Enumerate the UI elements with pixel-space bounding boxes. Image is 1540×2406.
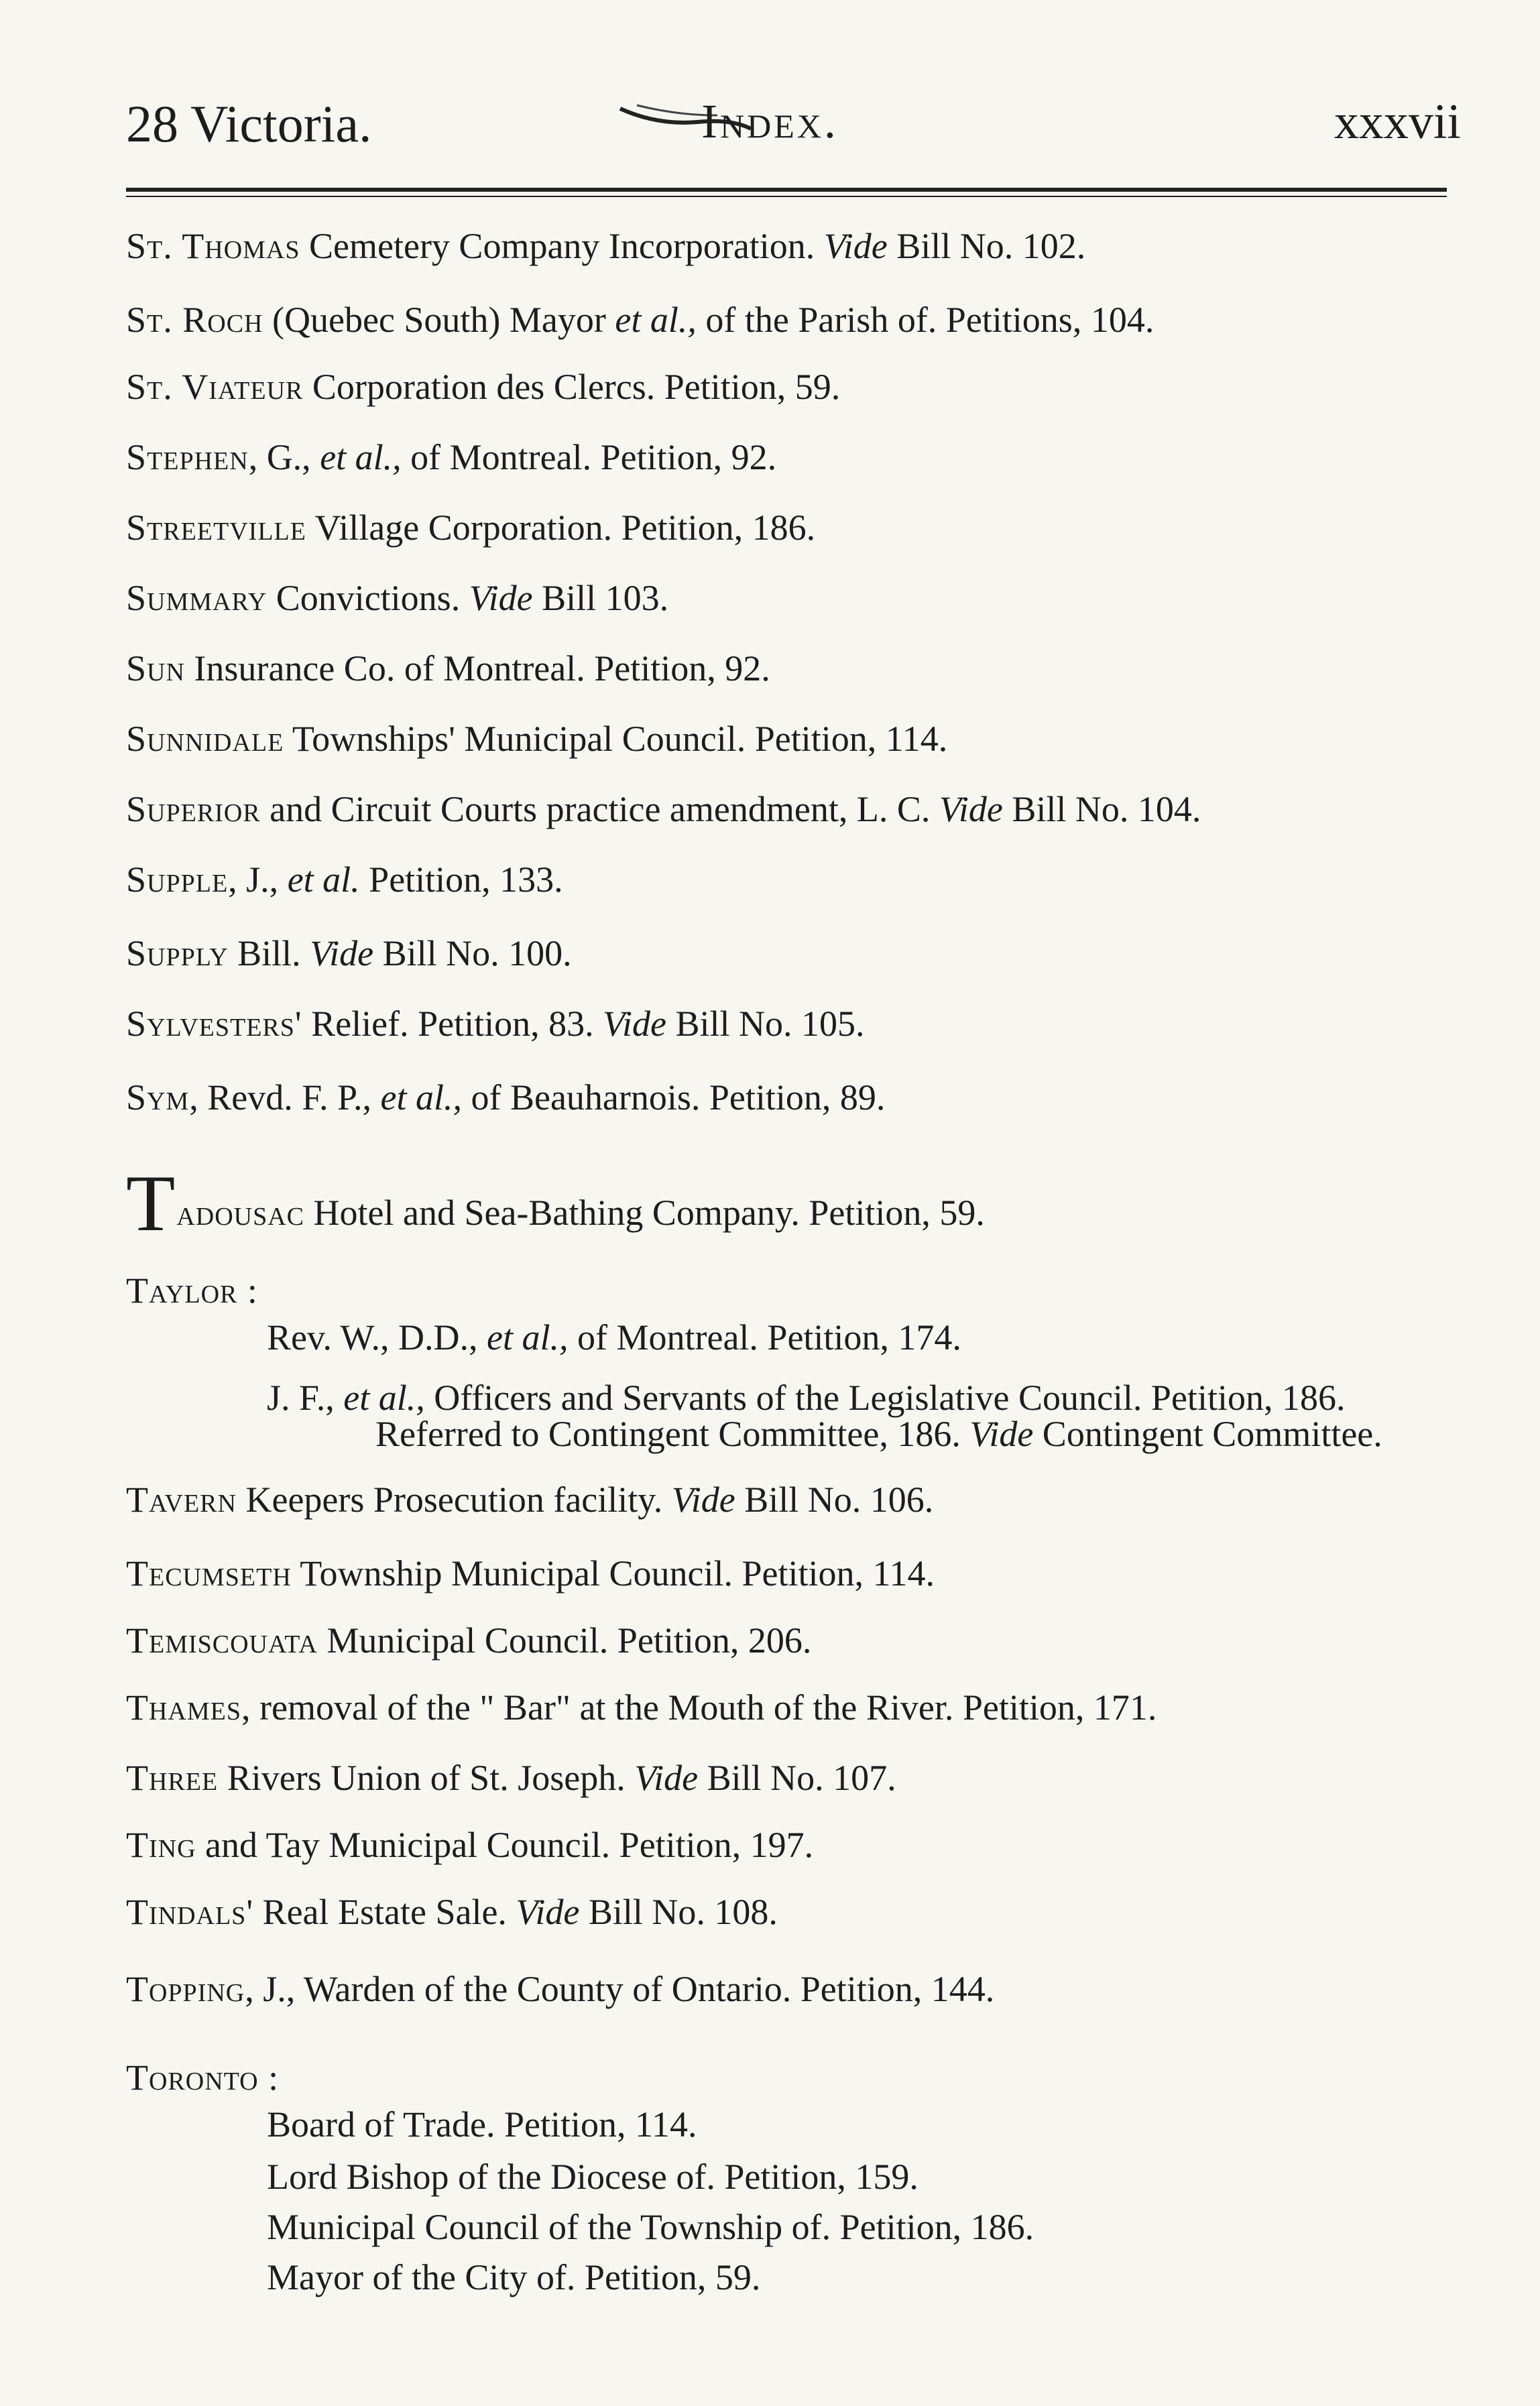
- bill-reference: Bill No. 105.: [666, 1004, 865, 1044]
- page-header: [0, 80, 1540, 154]
- bill-reference: Bill No. 108.: [579, 1892, 778, 1932]
- entry-name: Tindals': [126, 1892, 254, 1932]
- entry-name: Three: [126, 1758, 219, 1798]
- entry-name: Superior: [126, 789, 261, 829]
- index-subentry-continued: Referred to Contingent Committee, 186. Vide Contingent Committee.: [375, 1414, 1382, 1454]
- entry-text: of the Parish of. Petitions, 104.: [696, 300, 1154, 340]
- index-entry: [126, 369, 840, 405]
- entry-text: Insurance Co. of Montreal. Petition, 92.: [184, 648, 770, 688]
- header-rule-thick: [126, 188, 1447, 192]
- index-entry: [126, 1482, 933, 1518]
- entry-italic: et al.,: [320, 437, 402, 477]
- index-entry: [126, 302, 1154, 338]
- entry-text: Keepers Prosecution facility.: [236, 1480, 672, 1520]
- entry-text: Cemetery Company Incorporation.: [300, 226, 824, 266]
- entry-text: , removal of the " Bar" at the Mouth of the River. Petition, 171.: [241, 1687, 1157, 1728]
- index-entry: [126, 1006, 865, 1042]
- entry-text: Corporation des Clercs. Petition, 59.: [303, 367, 841, 407]
- bill-reference: Bill No. 102.: [887, 226, 1086, 266]
- entry-name: Thames: [126, 1687, 242, 1728]
- entry-text: , J.,: [228, 859, 288, 900]
- entry-name: Tavern: [126, 1480, 237, 1520]
- entry-name: Tecumseth: [126, 1553, 292, 1593]
- vide-reference: Vide: [939, 789, 1003, 829]
- entry-text: , J., Warden of the County of Ontario. Petition, 144.: [245, 1969, 995, 2009]
- vide-reference: Vide: [634, 1758, 699, 1798]
- index-entry: [126, 509, 815, 546]
- index-entry: [126, 1689, 1157, 1726]
- page-number: xxxvii: [1334, 95, 1461, 149]
- drop-cap: T: [126, 1158, 176, 1248]
- entry-name: Sunnidale: [126, 719, 284, 759]
- index-entry: [126, 1827, 813, 1863]
- entry-name: Sylvesters': [126, 1004, 302, 1044]
- index-entry: [126, 1894, 778, 1930]
- index-entry: [126, 1971, 994, 2007]
- bill-reference: Bill No. 100.: [373, 933, 572, 973]
- entry-text: Real Estate Sale.: [253, 1892, 516, 1932]
- index-subentry: Mayor of the City of. Petition, 59.: [267, 2257, 761, 2297]
- entry-text: Townships' Municipal Council. Petition, 114.: [284, 719, 948, 759]
- vide-reference: Vide: [603, 1004, 667, 1044]
- entry-text: Municipal Council. Petition, 206.: [317, 1620, 812, 1661]
- entry-name: Temiscouata: [126, 1620, 318, 1661]
- entry-name: adousac: [176, 1193, 305, 1233]
- index-entry-taylor: [126, 1272, 258, 1309]
- entry-text: Rivers Union of St. Joseph.: [218, 1758, 635, 1798]
- index-entry: [126, 1760, 896, 1796]
- entry-name: St. Thomas: [126, 226, 300, 266]
- entry-heading: Taylor :: [126, 1270, 258, 1311]
- bill-reference: Bill No. 107.: [698, 1758, 896, 1798]
- page-title: Index.: [701, 95, 839, 148]
- index-entry: [126, 580, 668, 616]
- index-entry: [126, 1079, 885, 1116]
- index-entry: [126, 935, 572, 971]
- entry-name: Topping: [126, 1969, 245, 2009]
- entry-text: Petition, 133.: [359, 859, 563, 900]
- entry-text: of Montreal. Petition, 92.: [401, 437, 777, 477]
- index-entry: [126, 721, 947, 757]
- bill-reference: Bill No. 106.: [735, 1480, 934, 1520]
- entry-text: Township Municipal Council. Petition, 114.: [291, 1553, 935, 1593]
- entry-name: Sym: [126, 1077, 190, 1118]
- vide-reference: Vide: [671, 1480, 735, 1520]
- entry-text: of Beauharnois. Petition, 89.: [462, 1077, 886, 1118]
- index-entry-toronto: [126, 2059, 279, 2096]
- index-entry: [126, 650, 770, 686]
- entry-text: Hotel and Sea-Bathing Company. Petition, 59.: [304, 1193, 985, 1233]
- entry-italic: et al.: [287, 859, 360, 900]
- index-entry: [126, 791, 1201, 827]
- entry-text: Bill.: [228, 933, 310, 973]
- vide-reference: Vide: [310, 933, 374, 973]
- entry-text: Convictions.: [267, 578, 469, 618]
- index-subentry: Lord Bishop of the Diocese of. Petition, 159.: [267, 2157, 919, 2197]
- bill-reference: Bill No. 104.: [1002, 789, 1201, 829]
- index-entry-tadousac: [126, 1158, 985, 1248]
- header-rule-thin: [126, 196, 1447, 197]
- vide-reference: Vide: [823, 226, 888, 266]
- index-entry: [126, 1555, 935, 1591]
- entry-italic: et al.,: [380, 1077, 462, 1118]
- entry-name: Supple: [126, 859, 229, 900]
- index-subentry: Board of Trade. Petition, 114.: [267, 2104, 697, 2145]
- entry-text: , G.,: [248, 437, 320, 477]
- entry-name: Stephen: [126, 437, 249, 477]
- index-entry: [126, 1622, 811, 1659]
- entry-text: (Quebec South) Mayor: [263, 300, 615, 340]
- index-subentry: Rev. W., D.D., et al., of Montreal. Petition, 174.: [267, 1317, 961, 1358]
- entry-name: Summary: [126, 578, 268, 618]
- volume-label: 28 Victoria.: [126, 95, 372, 153]
- index-subentry: J. F., et al., Officers and Servants of the Legislative Council. Petition, 186.: [267, 1378, 1346, 1418]
- entry-text: and Tay Municipal Council. Petition, 197.: [196, 1825, 814, 1865]
- index-entry: [126, 861, 563, 898]
- vide-reference: Vide: [469, 578, 533, 618]
- entry-name: Supply: [126, 933, 229, 973]
- entry-name: St. Viateur: [126, 367, 304, 407]
- entry-text: Village Corporation. Petition, 186.: [306, 507, 816, 548]
- entry-text: and Circuit Courts practice amendment, L. C.: [260, 789, 939, 829]
- entry-name: St. Roch: [126, 300, 263, 340]
- index-entry: [126, 439, 776, 475]
- entry-text: Relief. Petition, 83.: [302, 1004, 603, 1044]
- entry-italic: et al.,: [615, 300, 697, 340]
- entry-name: Ting: [126, 1825, 196, 1865]
- index-entry: [126, 228, 1085, 264]
- entry-name: Streetville: [126, 507, 306, 548]
- index-subentry: Municipal Council of the Township of. Petition, 186.: [267, 2207, 1034, 2247]
- entry-heading: Toronto :: [126, 2057, 280, 2098]
- entry-name: Sun: [126, 648, 185, 688]
- entry-text: , Revd. F. P.,: [189, 1077, 381, 1118]
- vide-reference: Vide: [516, 1892, 580, 1932]
- bill-reference: Bill 103.: [532, 578, 669, 618]
